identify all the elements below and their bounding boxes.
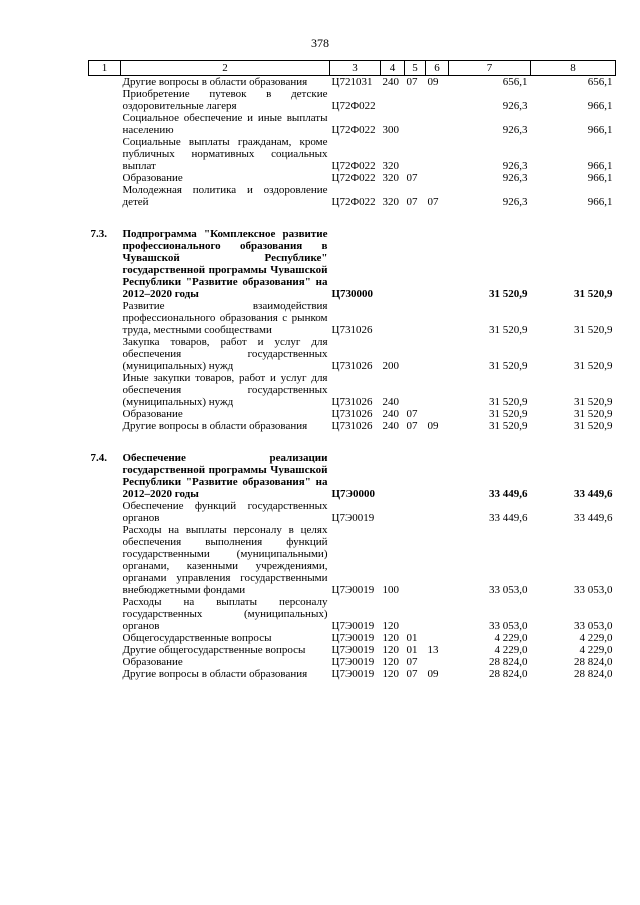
row-number — [89, 372, 121, 408]
row-section — [405, 228, 426, 300]
table-row — [89, 500, 616, 524]
table-body — [89, 76, 616, 681]
header-col-8: 8 — [531, 61, 616, 76]
row-target-code: Ц731026 — [331, 396, 373, 408]
row-expense-type — [381, 500, 405, 524]
row-description: Расходы на выплаты персоналу в целях обеспечения выполнения функций государственными (муниципальными) органами, казенными учреждениями, органами управления государственными внебюджетными фондами — [122, 524, 328, 596]
row-expense-type: 320 — [382, 196, 399, 208]
row-description: Другие вопросы в области образования — [122, 668, 308, 680]
row-number — [89, 644, 121, 656]
row-amount-year-2: 4 229,0 — [579, 632, 613, 644]
row-subsection — [426, 172, 449, 184]
row-amount-year-2: 28 824,0 — [574, 656, 613, 668]
row-section: 07 — [406, 172, 418, 184]
row-target-code: Ц731026 — [331, 420, 373, 432]
row-amount-year-1: 31 520,9 — [489, 408, 528, 420]
row-target-code: Ц7Э0019 — [331, 668, 375, 680]
budget-table — [88, 60, 616, 680]
table-row — [89, 172, 616, 184]
row-subsection: 09 — [427, 668, 439, 680]
row-number — [89, 136, 121, 172]
row-expense-type: 320 — [382, 172, 399, 184]
row-section — [405, 452, 426, 500]
row-expense-type — [381, 452, 405, 500]
row-amount-year-1: 926,3 — [502, 196, 528, 208]
row-section — [405, 300, 426, 336]
spacer-row — [89, 432, 616, 452]
row-amount-year-2: 33 053,0 — [574, 620, 613, 632]
row-amount-year-1: 926,3 — [502, 160, 528, 172]
row-expense-type: 240 — [382, 76, 399, 88]
row-section — [405, 500, 426, 524]
row-subsection — [426, 524, 449, 596]
row-section — [405, 524, 426, 596]
row-description: Общегосударственные вопросы — [122, 632, 272, 644]
row-description: Образование — [122, 408, 183, 420]
row-amount-year-1: 926,3 — [502, 124, 528, 136]
row-amount-year-1: 31 520,9 — [489, 420, 528, 432]
table-row — [89, 668, 616, 680]
row-subsection — [426, 452, 449, 500]
row-section: 07 — [406, 408, 418, 420]
row-number — [89, 172, 121, 184]
row-amount-year-1: 4 229,0 — [494, 644, 528, 656]
row-expense-type: 240 — [382, 408, 399, 420]
row-target-code: Ц72Ф022 — [331, 160, 376, 172]
row-target-code: Ц72Ф022 — [331, 172, 376, 184]
row-amount-year-2: 966,1 — [587, 172, 613, 184]
row-target-code: Ц7Э0019 — [331, 644, 375, 656]
spacer-row — [89, 208, 616, 228]
table-row — [89, 656, 616, 668]
table-row — [89, 136, 616, 172]
row-amount-year-2: 4 229,0 — [579, 644, 613, 656]
row-description: Подпрограмма "Комплексное развитие профессионального образования в Чувашской Республике" государственной программы Чувашской Республики "Развитие образования" на 2012–2020 годы — [122, 228, 328, 300]
row-number — [89, 668, 121, 680]
row-section: 07 — [406, 76, 418, 88]
row-expense-type: 120 — [382, 620, 399, 632]
row-amount-year-1: 926,3 — [502, 172, 528, 184]
row-amount-year-1: 28 824,0 — [489, 656, 528, 668]
row-amount-year-2: 33 449,6 — [574, 512, 613, 524]
row-target-code: Ц7Э0019 — [331, 512, 375, 524]
row-number — [89, 420, 121, 432]
row-subsection — [426, 632, 449, 644]
row-expense-type: 120 — [382, 644, 399, 656]
row-target-code: Ц731026 — [331, 360, 373, 372]
row-expense-type: 100 — [382, 584, 399, 596]
row-target-code: Ц7Э0019 — [331, 584, 375, 596]
table-row — [89, 300, 616, 336]
row-section: 01 — [406, 644, 418, 656]
row-amount-year-1: 31 520,9 — [489, 360, 528, 372]
row-target-code: Ц731026 — [331, 324, 373, 336]
spacer-cell — [89, 208, 616, 228]
header-col-4: 4 — [381, 61, 405, 76]
row-subsection — [426, 112, 449, 136]
row-expense-type: 300 — [382, 124, 399, 136]
row-target-code: Ц72Ф022 — [331, 100, 376, 112]
row-section: 07 — [406, 656, 418, 668]
row-number — [89, 524, 121, 596]
row-expense-type: 240 — [382, 420, 399, 432]
header-col-7: 7 — [449, 61, 531, 76]
row-description: Образование — [122, 172, 183, 184]
row-target-code: Ц7Э0019 — [331, 632, 375, 644]
row-amount-year-1: 4 229,0 — [494, 632, 528, 644]
row-subsection — [426, 596, 449, 632]
row-expense-type — [381, 228, 405, 300]
row-amount-year-2: 31 520,9 — [574, 324, 613, 336]
row-number — [89, 112, 121, 136]
row-amount-year-2: 28 824,0 — [574, 668, 613, 680]
row-target-code: Ц730000 — [331, 288, 374, 300]
row-section — [405, 372, 426, 408]
row-section: 01 — [406, 632, 418, 644]
table-row — [89, 596, 616, 632]
row-description: Социальное обеспечение и иные выплаты населению — [122, 112, 328, 136]
row-amount-year-2: 33 449,6 — [574, 488, 613, 500]
header-col-3: 3 — [330, 61, 381, 76]
page-number: 378 — [311, 36, 329, 50]
row-number — [89, 76, 121, 89]
row-amount-year-2: 966,1 — [587, 100, 613, 112]
row-number — [89, 632, 121, 644]
row-description: Расходы на выплаты персоналу государственных (муниципальных) органов — [122, 596, 328, 632]
row-description: Закупка товаров, работ и услуг для обеспечения государственных (муниципальных) нужд — [122, 336, 328, 372]
row-description: Приобретение путевок в детские оздоровительные лагеря — [122, 88, 328, 112]
row-expense-type: 120 — [382, 656, 399, 668]
row-amount-year-2: 656,1 — [587, 76, 613, 88]
row-section — [405, 112, 426, 136]
row-description: Обеспечение реализации государственной программы Чувашской Республики "Развитие образования" на 2012–2020 годы — [122, 452, 328, 500]
row-description: Социальные выплаты гражданам, кроме публичных нормативных социальных выплат — [122, 136, 328, 172]
row-number — [89, 184, 121, 208]
table-row — [89, 88, 616, 112]
table-row — [89, 644, 616, 656]
row-subsection — [426, 656, 449, 668]
row-amount-year-2: 966,1 — [587, 124, 613, 136]
row-number — [89, 500, 121, 524]
row-subsection — [426, 136, 449, 172]
row-amount-year-2: 31 520,9 — [574, 288, 613, 300]
row-subsection: 07 — [427, 196, 439, 208]
row-amount-year-1: 33 449,6 — [489, 488, 528, 500]
row-subsection: 09 — [427, 420, 439, 432]
row-amount-year-2: 966,1 — [587, 196, 613, 208]
row-expense-type: 120 — [382, 632, 399, 644]
row-amount-year-1: 926,3 — [502, 100, 528, 112]
row-amount-year-2: 31 520,9 — [574, 360, 613, 372]
row-amount-year-2: 31 520,9 — [574, 396, 613, 408]
row-target-code: Ц72Ф022 — [331, 124, 376, 136]
row-subsection: 09 — [427, 76, 439, 88]
table-row — [89, 228, 616, 300]
row-description: Другие вопросы в области образования — [122, 420, 308, 432]
row-subsection — [426, 88, 449, 112]
table-row — [89, 76, 616, 89]
row-description: Иные закупки товаров, работ и услуг для обеспечения государственных (муниципальных) нужд — [122, 372, 328, 408]
row-amount-year-1: 33 053,0 — [489, 620, 528, 632]
row-amount-year-1: 33 053,0 — [489, 584, 528, 596]
table-row — [89, 408, 616, 420]
table-row — [89, 112, 616, 136]
row-amount-year-1: 33 449,6 — [489, 512, 528, 524]
row-section — [405, 336, 426, 372]
row-description: Другие вопросы в области образования — [122, 76, 308, 88]
row-target-code: Ц7Э0000 — [331, 488, 376, 500]
row-section: 07 — [406, 196, 418, 208]
row-description: Другие общегосударственные вопросы — [122, 644, 306, 656]
row-section — [405, 88, 426, 112]
row-section — [405, 596, 426, 632]
row-number — [89, 596, 121, 632]
table-row — [89, 184, 616, 208]
row-amount-year-1: 31 520,9 — [489, 396, 528, 408]
header-col-6: 6 — [426, 61, 449, 76]
table-row — [89, 524, 616, 596]
row-target-code: Ц721031 — [331, 76, 373, 88]
row-amount-year-2: 31 520,9 — [574, 420, 613, 432]
row-target-code: Ц7Э0019 — [331, 656, 375, 668]
row-expense-type: 240 — [382, 396, 399, 408]
row-subsection — [426, 500, 449, 524]
header-row — [89, 61, 616, 76]
row-amount-year-2: 31 520,9 — [574, 408, 613, 420]
row-target-code: Ц72Ф022 — [331, 196, 376, 208]
row-number — [89, 300, 121, 336]
row-number: 7.4. — [90, 452, 107, 464]
row-subsection — [426, 300, 449, 336]
row-amount-year-1: 656,1 — [502, 76, 528, 88]
row-amount-year-1: 31 520,9 — [489, 324, 528, 336]
row-description: Развитие взаимодействия профессионального образования с рынком труда, местными сообществами — [122, 300, 328, 336]
row-expense-type: 200 — [382, 360, 399, 372]
row-subsection: 13 — [427, 644, 439, 656]
table-row — [89, 420, 616, 432]
row-number — [89, 408, 121, 420]
row-description: Обеспечение функций государственных органов — [122, 500, 328, 524]
table-header — [89, 61, 616, 76]
row-target-code: Ц7Э0019 — [331, 620, 375, 632]
table-row — [89, 632, 616, 644]
row-subsection — [426, 372, 449, 408]
header-col-1: 1 — [89, 61, 121, 76]
row-number — [89, 336, 121, 372]
row-number: 7.3. — [90, 228, 107, 240]
row-section: 07 — [406, 420, 418, 432]
table-row — [89, 336, 616, 372]
row-subsection — [426, 228, 449, 300]
row-amount-year-1: 31 520,9 — [489, 288, 528, 300]
row-target-code: Ц731026 — [331, 408, 373, 420]
row-amount-year-2: 966,1 — [587, 160, 613, 172]
table-row — [89, 372, 616, 408]
row-description: Образование — [122, 656, 183, 668]
row-description: Молодежная политика и оздоровление детей — [122, 184, 328, 208]
row-section: 07 — [406, 668, 418, 680]
row-subsection — [426, 336, 449, 372]
row-amount-year-1: 28 824,0 — [489, 668, 528, 680]
row-expense-type — [381, 300, 405, 336]
row-number — [89, 656, 121, 668]
row-subsection — [426, 408, 449, 420]
spacer-cell — [89, 432, 616, 452]
table-row — [89, 452, 616, 500]
row-expense-type — [381, 88, 405, 112]
row-amount-year-2: 33 053,0 — [574, 584, 613, 596]
row-expense-type: 120 — [382, 668, 399, 680]
row-section — [405, 136, 426, 172]
header-col-5: 5 — [405, 61, 426, 76]
row-expense-type: 320 — [382, 160, 399, 172]
header-col-2: 2 — [121, 61, 330, 76]
row-number — [89, 88, 121, 112]
